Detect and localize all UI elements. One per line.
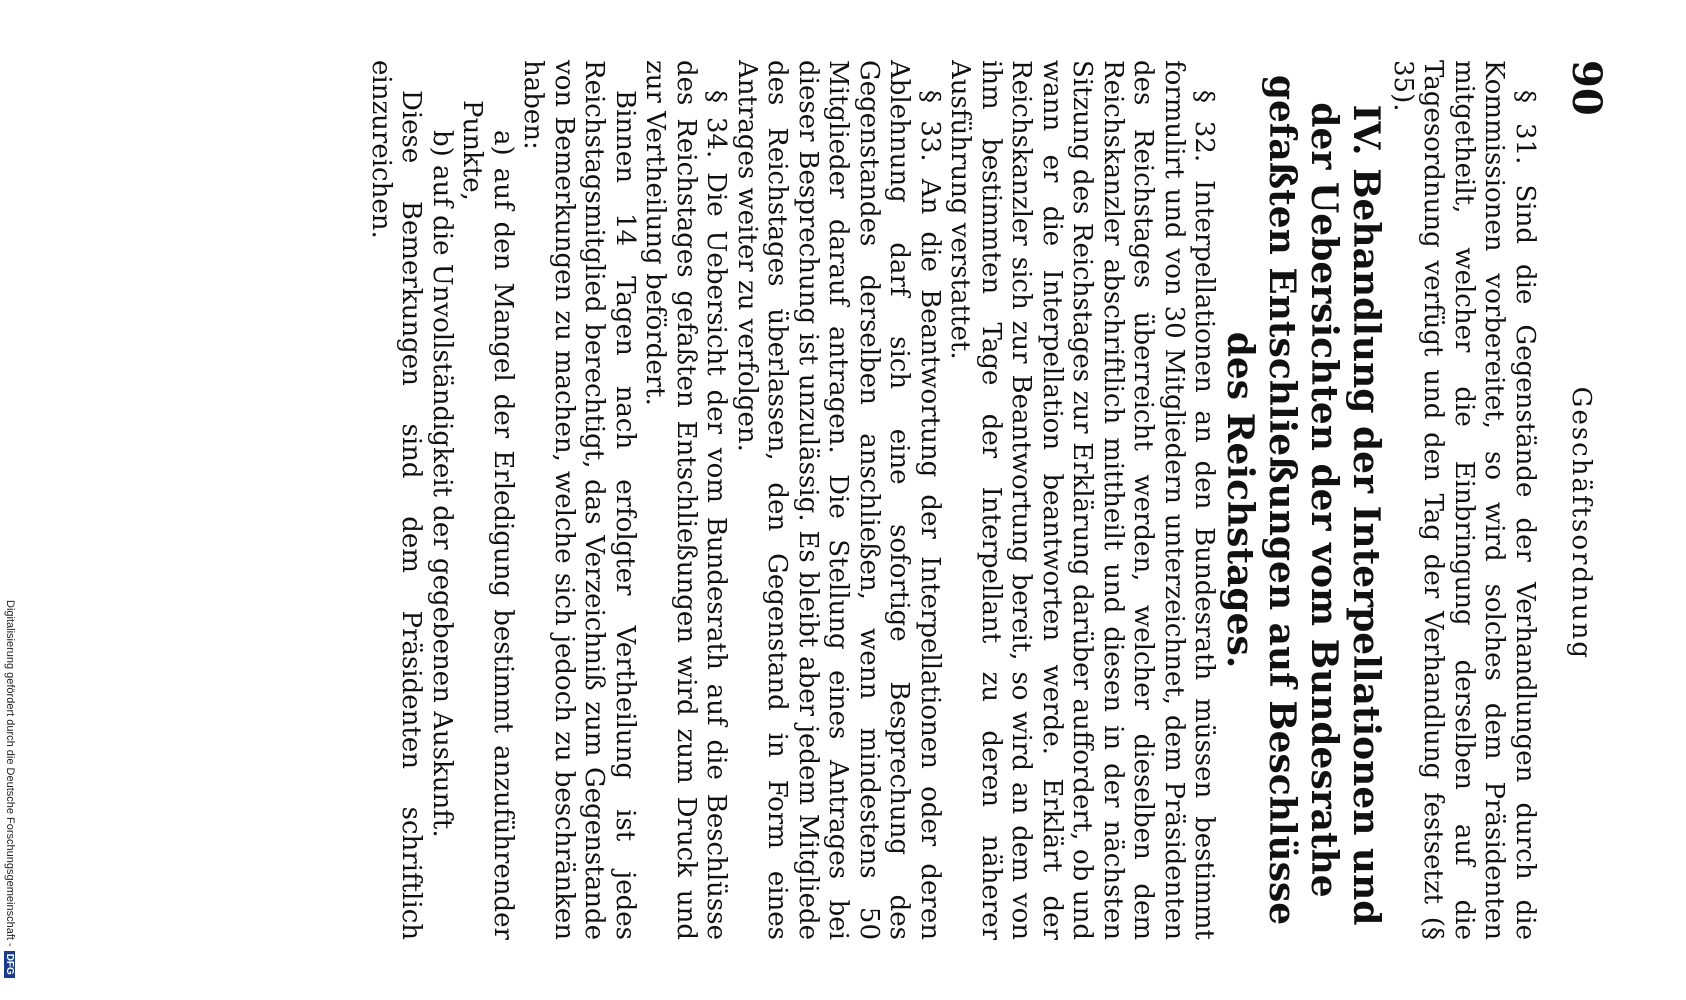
running-head-title: Geschäftsordnung bbox=[1566, 386, 1596, 660]
paragraph-34-continued: Binnen 14 Tagen nach erfolgter Vertheilung ist jedes Reichstagsmitglied berechtigt, das Verzeichniß zum Gegenstande von Bemerkungen zu machen, welche sich jedoch zu beschränken haben: bbox=[518, 60, 640, 940]
paragraph-34: § 34. Die Uebersicht der vom Bundesrath auf die Beschlüsse des Reichstages gefaßten Entschließungen wird zum Druck und zur Vertheilung befördert. bbox=[640, 60, 732, 940]
paragraph-33: § 33. An die Beantwortung der Interpellationen oder deren Ablehnung darf sich eine sofortige Besprechung des Gegenstandes derselben anschließen, wenn mindestens 50 Mitglieder darauf antragen. Die Stellung eines Antrages bei dieser Besprechung ist unzulässig. Es bleibt aber jedem Mitgliede des Reichstages überlassen, den Gegenstand in Form eines Antrages weiter zu verfolgen. bbox=[732, 60, 945, 940]
credit-text: Digitalisierung gefördert durch die Deutsche Forschungsgemeinschaft - bbox=[4, 600, 16, 947]
list-item-a: a) auf den Mangel der Erledigung bestimmt anzuführender Punkte, bbox=[457, 100, 518, 940]
list-item-b: b) auf die Unvollständigkeit der gegebenen Auskunft. bbox=[427, 130, 457, 838]
paragraph-34-closing: Diese Bemerkungen sind dem Präsidenten schriftlich einzureichen. bbox=[366, 60, 427, 940]
running-head bbox=[1540, 20, 1610, 980]
paragraph-31: § 31. Sind die Gegenstände der Verhandlungen durch die Kommissionen vorbereitet, so wird solches dem Präsidenten mitgetheilt, welcher die Einbringung derselben auf die Tagesordnung verfügt und den Tag der Verhandlung festsetzt (§ 35). bbox=[1388, 60, 1540, 940]
paragraph-32: § 32. Interpellationen an den Bundesrath müssen bestimmt formulirt und von 30 Mitgliedern unterzeichnet, dem Präsidenten des Reichstages überreicht werden, welcher dieselben dem Reichskanzler abschriftlich mittheilt und diesen in der nächsten Sitzung des Reichstages zur Erklärung darüber auffordert, ob und wann er die Interpellation beantworten werde. Erklärt der Reichskanzler sich zur Beantwortung bereit, so wird an dem von ihm bestimmten Tage der Interpellant zu deren näherer Ausführung verstattet. bbox=[945, 60, 1220, 940]
scanned-page bbox=[110, 20, 1610, 980]
page-number: 90 bbox=[1563, 60, 1610, 116]
digitization-credit bbox=[4, 600, 16, 978]
body-text bbox=[366, 20, 1541, 980]
dfg-logo: DFG bbox=[4, 951, 15, 978]
section-heading: IV. Behandlung der Interpellationen und der Uebersichten der vom Bundesrathe gefaßten Entschließungen auf Beschlüsse des Reichstages. bbox=[1219, 74, 1388, 926]
